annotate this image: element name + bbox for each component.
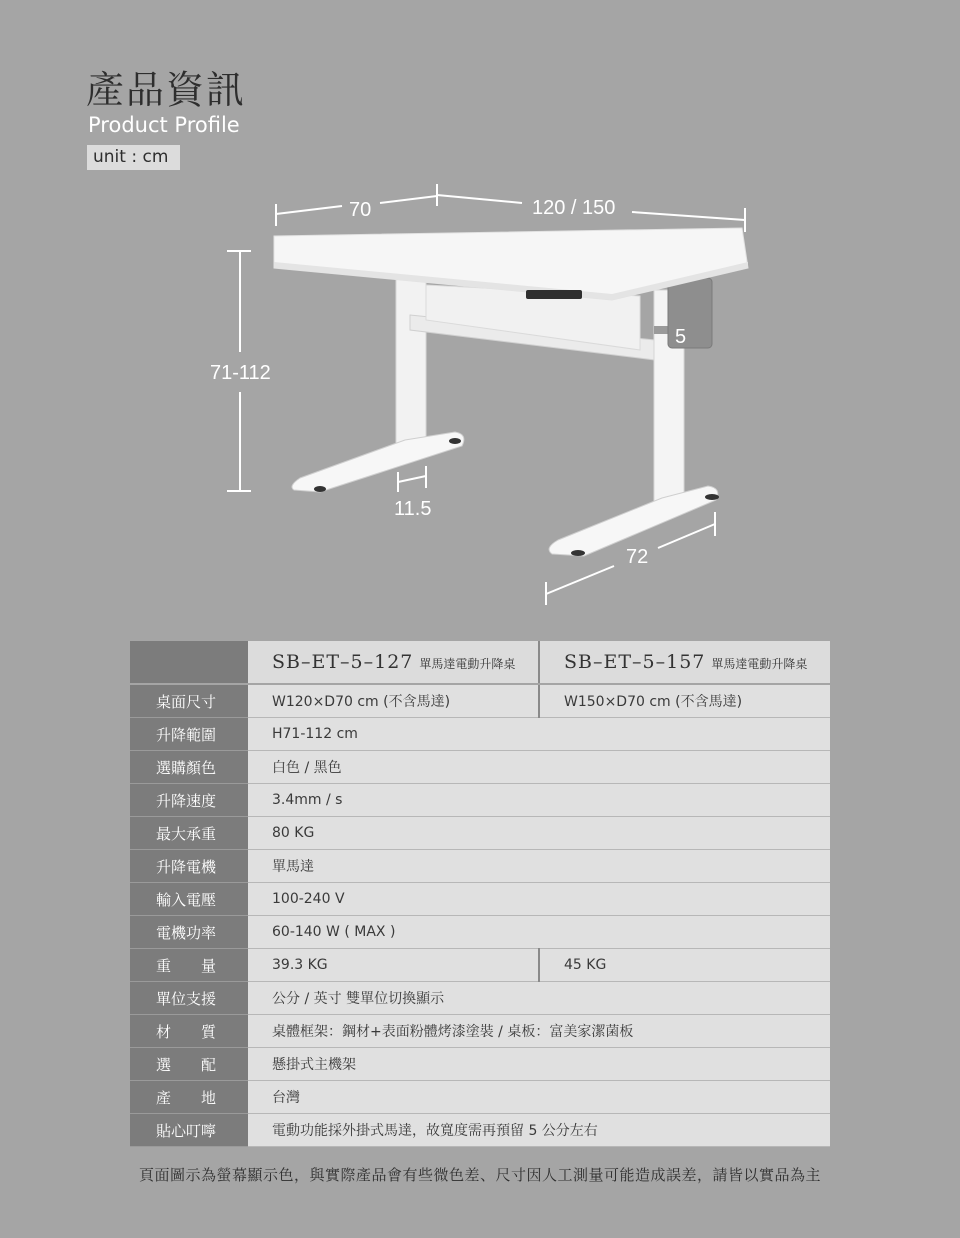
model-header-127 — [248, 641, 539, 684]
row-label: 貼心叮嚀 — [130, 1114, 248, 1147]
spec-row-power — [130, 916, 830, 949]
spec-row-reminder — [130, 1114, 830, 1147]
spec-row-origin — [130, 1081, 830, 1114]
width-label: 120 / 150 — [532, 197, 616, 219]
spec-row-top-size — [130, 684, 830, 718]
row-label: 最大承重 — [130, 817, 248, 850]
model-code: SB–ET–5–127 — [272, 651, 414, 673]
row-value: 電動功能採外掛式馬達，故寬度需再預留 5 公分左右 — [248, 1114, 830, 1147]
spec-table — [130, 641, 830, 1147]
spec-row-motor — [130, 850, 830, 883]
row-value: 100-240 V — [248, 883, 830, 916]
row-value: 白色 / 黑色 — [248, 751, 830, 784]
row-value: 3.4mm / s — [248, 784, 830, 817]
row-label: 產地 — [130, 1081, 248, 1114]
row-value: 公分 / 英寸 雙單位切換顯示 — [248, 982, 830, 1015]
footer-disclaimer: 頁面圖示為螢幕顯示色，與實際產品會有些微色差、尺寸因人工測量可能造成誤差，請皆以實品為主 — [138, 1166, 821, 1184]
row-value: 60-140 W ( MAX ) — [248, 916, 830, 949]
height-label: 71-112 — [210, 362, 271, 384]
row-value: 80 KG — [248, 817, 830, 850]
desk-illustration — [274, 228, 748, 556]
spec-row-voltage — [130, 883, 830, 916]
header-corner — [130, 641, 248, 684]
row-label: 電機功率 — [130, 916, 248, 949]
row-label: 選配 — [130, 1048, 248, 1081]
spec-row-options — [130, 1048, 830, 1081]
unit-badge: unit : cm — [87, 145, 180, 170]
page-title: 產品資訊 — [86, 68, 247, 112]
row-label: 升降電機 — [130, 850, 248, 883]
spec-row-colors — [130, 751, 830, 784]
leg-inset-label: 11.5 — [394, 498, 432, 520]
spec-row-weight — [130, 949, 830, 982]
model-header-157 — [539, 641, 830, 684]
row-value: 45 KG — [539, 949, 830, 982]
row-value: 39.3 KG — [248, 949, 539, 982]
motor-gap-label: 5 — [675, 326, 687, 348]
spec-row-max-load — [130, 817, 830, 850]
row-value: H71-112 cm — [248, 718, 830, 751]
model-subtitle: 單馬達電動升降桌 — [711, 657, 808, 671]
spec-row-height-range — [130, 718, 830, 751]
spec-row-material — [130, 1015, 830, 1048]
row-value: W120×D70 cm (不含馬達) — [248, 684, 539, 718]
row-value: 桌體框架：鋼材+表面粉體烤漆塗裝 / 桌板：富美家潔菌板 — [248, 1015, 830, 1048]
row-label: 輸入電壓 — [130, 883, 248, 916]
row-label: 材質 — [130, 1015, 248, 1048]
row-label: 單位支援 — [130, 982, 248, 1015]
page-subtitle: Product Profile — [88, 113, 240, 137]
row-label: 升降速度 — [130, 784, 248, 817]
spec-header-row — [130, 641, 830, 684]
row-value: 台灣 — [248, 1081, 830, 1114]
row-value: 單馬達 — [248, 850, 830, 883]
spec-row-units — [130, 982, 830, 1015]
depth-label: 70 — [349, 199, 372, 221]
row-label: 桌面尺寸 — [130, 684, 248, 718]
row-label: 重量 — [130, 949, 248, 982]
row-value: 懸掛式主機架 — [248, 1048, 830, 1081]
row-label: 選購顏色 — [130, 751, 248, 784]
row-label: 升降範圍 — [130, 718, 248, 751]
model-code: SB–ET–5–157 — [564, 651, 706, 673]
model-subtitle: 單馬達電動升降桌 — [419, 657, 516, 671]
row-value: W150×D70 cm (不含馬達) — [539, 684, 830, 718]
spec-row-speed — [130, 784, 830, 817]
foot-length-label: 72 — [626, 546, 649, 568]
